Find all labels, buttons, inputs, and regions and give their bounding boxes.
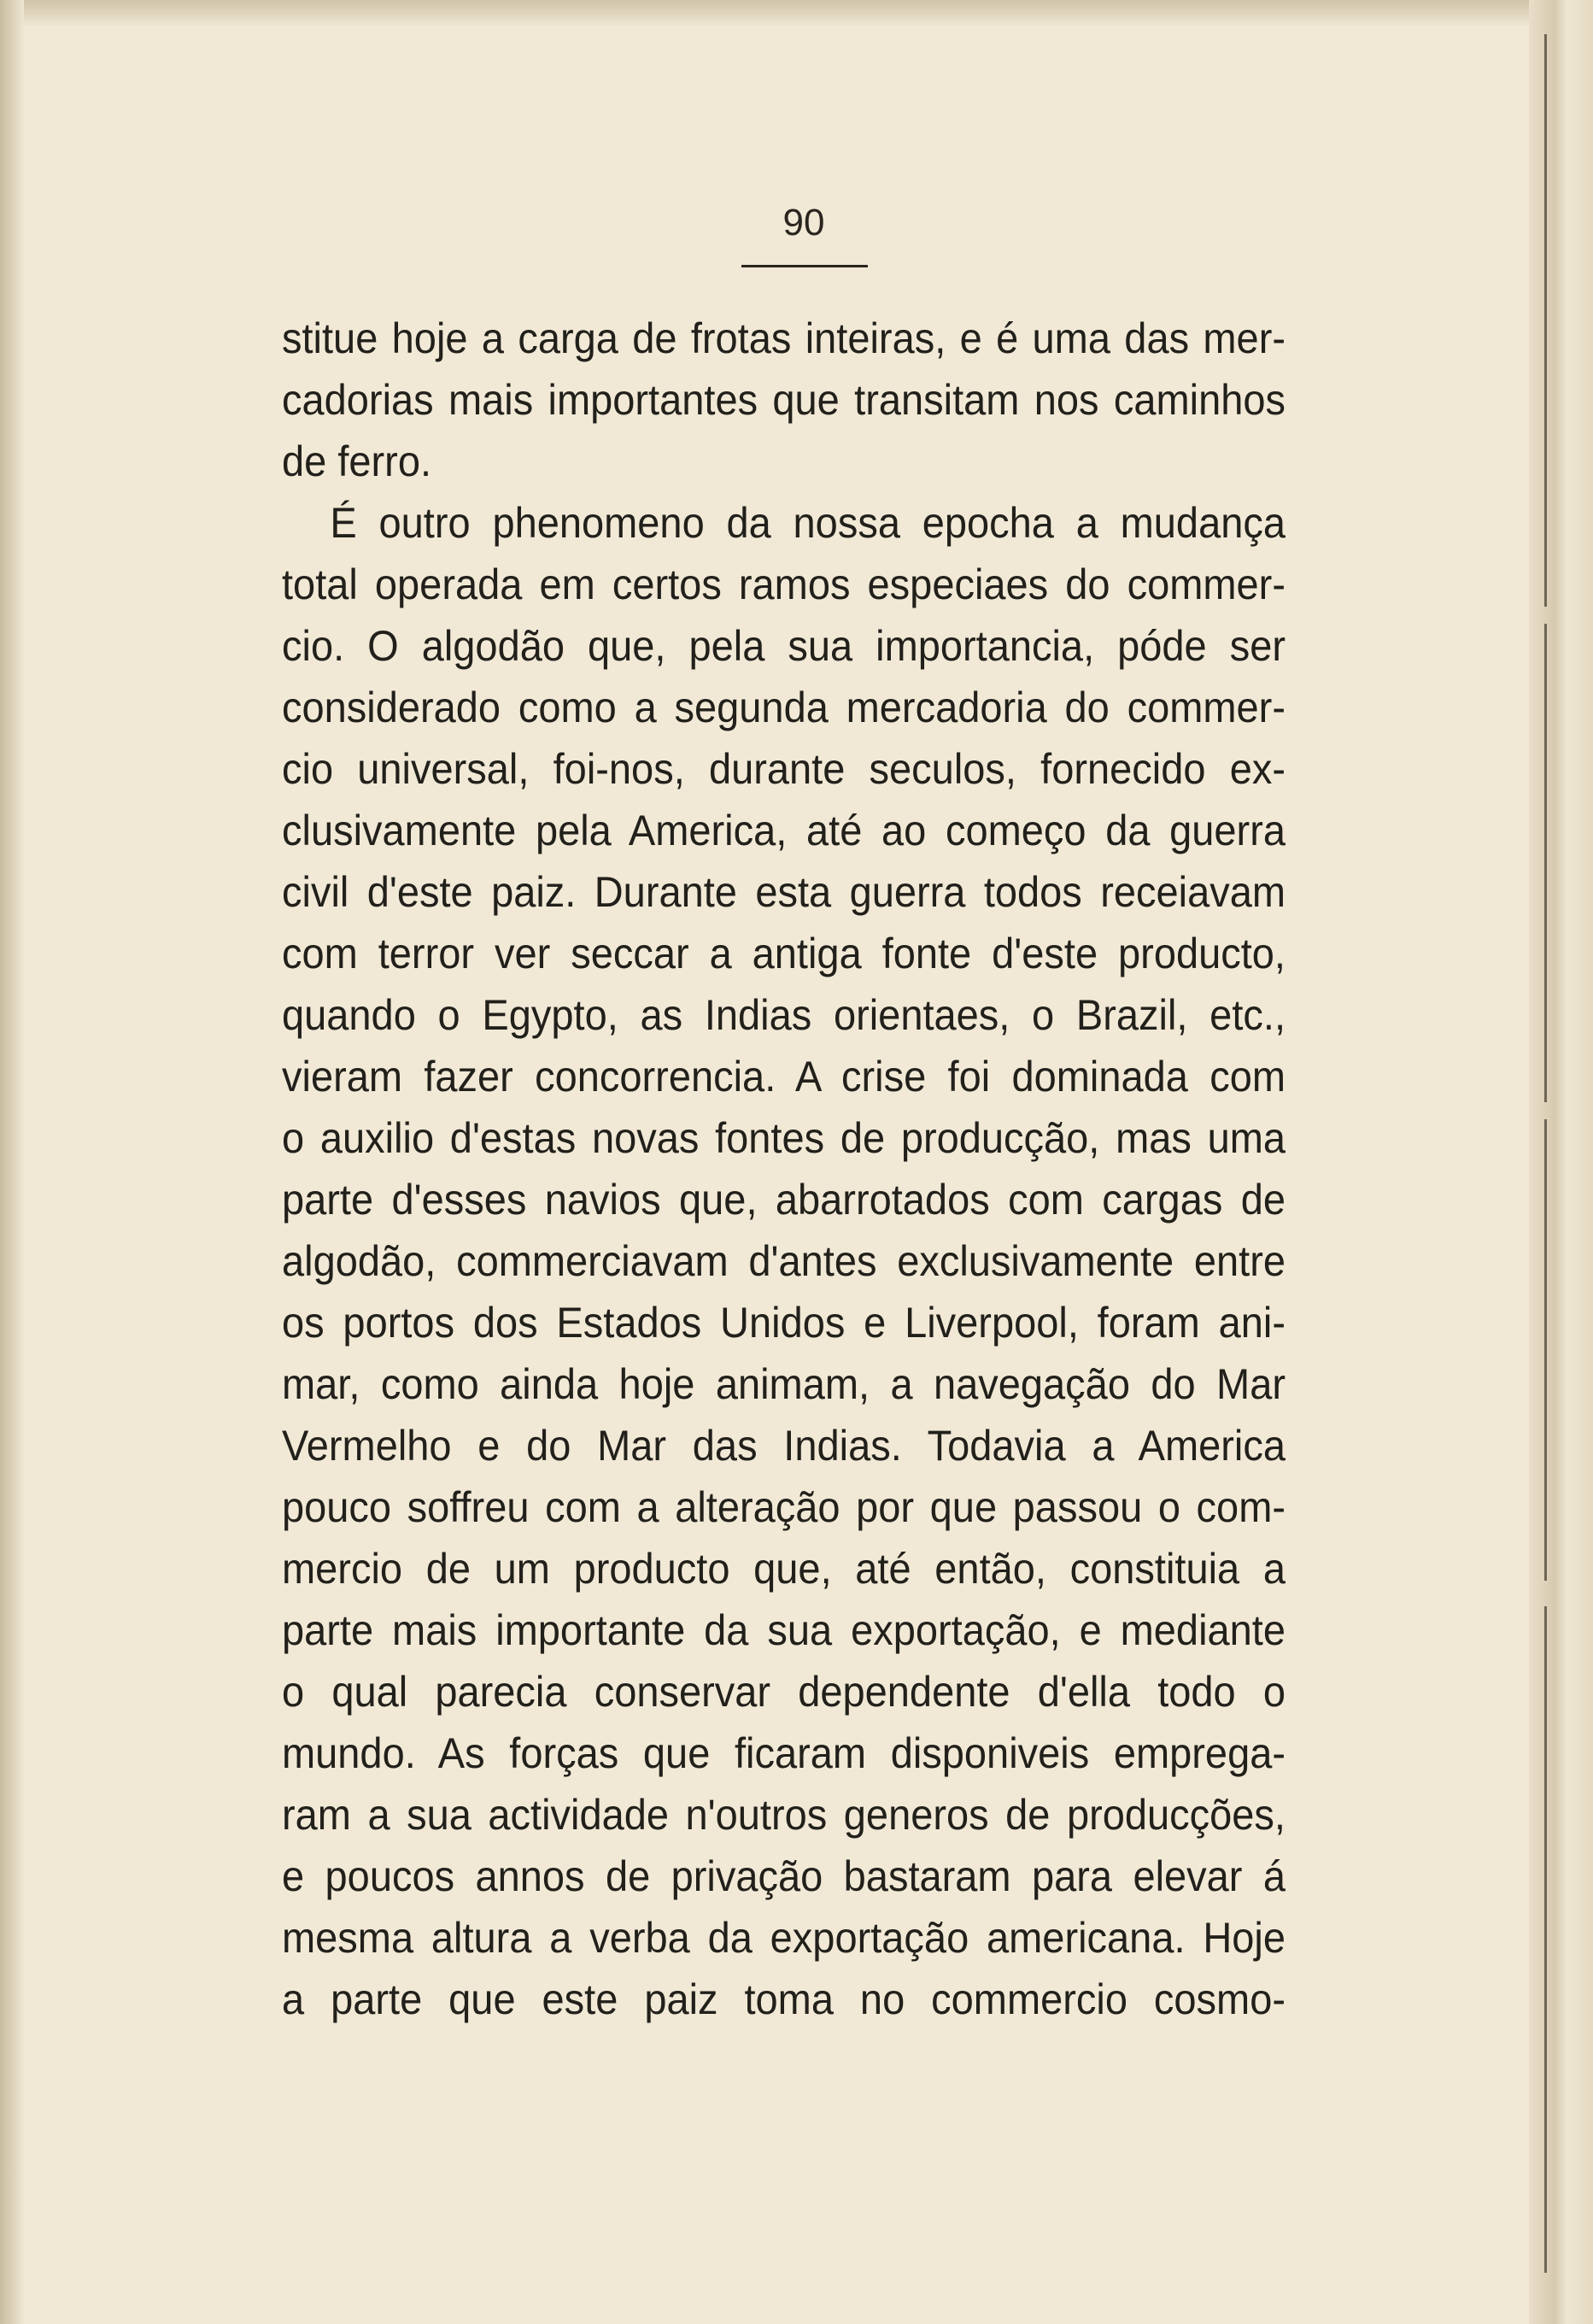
body-text (282, 308, 1286, 2030)
text-line: Vermelho e do Mar das Indias. Todavia a America (282, 1422, 1286, 1470)
text-line: quando o Egypto, as Indias orientaes, o Brazil, etc., (282, 991, 1286, 1039)
text-line: mar, como ainda hoje animam, a navegação do Mar (282, 1360, 1286, 1408)
text-line: parte d'esses navios que, abarrotados com cargas de (282, 1176, 1286, 1224)
page-top-edge (0, 0, 1593, 26)
page-edge-line (1544, 1119, 1547, 1581)
text-line: stitue hoje a carga de frotas inteiras, e é uma das mer- (282, 314, 1286, 362)
page-number-rule (741, 265, 868, 267)
text-line: os portos dos Estados Unidos e Liverpool, foram ani- (282, 1299, 1286, 1347)
text-line: clusivamente pela America, até ao começo da guerra (282, 807, 1286, 854)
page-edge-line (1544, 34, 1547, 607)
text-line: considerado como a segunda mercadoria do commer- (282, 684, 1286, 731)
page-right-edge (1529, 0, 1593, 2324)
text-line: cadorias mais importantes que transitam nos caminhos (282, 376, 1286, 424)
text-line: ram a sua actividade n'outros generos de producções, (282, 1791, 1286, 1839)
text-line: e poucos annos de privação bastaram para elevar á (282, 1852, 1286, 1900)
text-line: com terror ver seccar a antiga fonte d'este producto, (282, 930, 1286, 977)
page-number: 90 (782, 202, 825, 244)
text-line: algodão, commerciavam d'antes exclusivamente entre (282, 1237, 1286, 1285)
text-line: a parte que este paiz toma no commercio cosmo- (282, 1975, 1286, 2023)
text-line: mesma altura a verba da exportação americana. Hoje (282, 1914, 1286, 1962)
page-edge-line (1544, 624, 1547, 1102)
text-line: o auxilio d'estas novas fontes de producção, mas uma (282, 1114, 1286, 1162)
text-line: parte mais importante da sua exportação, e mediante (282, 1606, 1286, 1654)
text-line: mercio de um producto que, até então, constituia a (282, 1545, 1286, 1593)
text-line: total operada em certos ramos especiaes do commer- (282, 560, 1286, 608)
text-line: o qual parecia conservar dependente d'ella todo o (282, 1668, 1286, 1716)
text-line: É outro phenomeno da nossa epocha a mudança (330, 499, 1286, 547)
page-edge-line (1544, 1606, 1547, 2273)
text-line: cio universal, foi-nos, durante seculos, fornecido ex- (282, 745, 1286, 793)
text-line: cio. O algodão que, pela sua importancia, póde ser (282, 622, 1286, 670)
text-line: mundo. As forças que ficaram disponiveis emprega- (282, 1729, 1286, 1777)
text-line: civil d'este paiz. Durante esta guerra todos receiavam (282, 868, 1286, 916)
text-line: de ferro. (282, 437, 432, 485)
text-line: vieram fazer concorrencia. A crise foi dominada com (282, 1053, 1286, 1100)
page-left-edge (0, 0, 24, 2324)
text-line: pouco soffreu com a alteração por que passou o com- (282, 1483, 1286, 1531)
